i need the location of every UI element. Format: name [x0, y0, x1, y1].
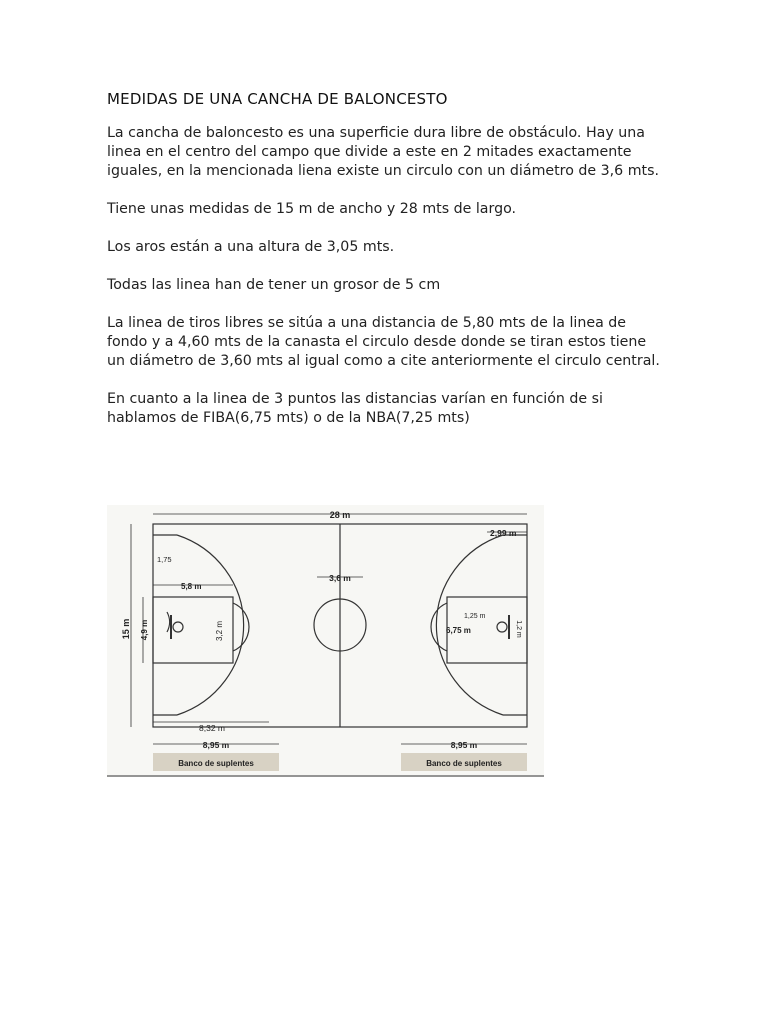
rim-offset-label: 1,25 m — [464, 613, 486, 620]
right-free-throw-arc — [431, 603, 447, 651]
document-title: MEDIDAS DE UNA CANCHA DE BALONCESTO — [107, 90, 448, 108]
court-diagram-svg — [107, 505, 544, 777]
paragraph-free-throw: La linea de tiros libres se sitúa a una distancia de 5,80 mts de la linea de fondo y a 4,60 mts de la canasta el circulo desde donde se tiran estos tiene un diámetro de 3,60 mts al igual como a cite anteriormente el circulo central. — [107, 315, 660, 369]
center-circle-label: 3,6 m — [329, 573, 351, 583]
rim-width-label: 1,2 m — [515, 620, 522, 638]
paragraph-intro: La cancha de baloncesto es una superficie dura libre de obstáculo. Hay una linea en el centro del campo que divide a este en 2 mitades exactamente iguales, en la mencionada liena existe un circulo con un diámetro de 3,6 mts. — [107, 125, 659, 179]
left-restricted-area — [167, 612, 170, 632]
ft-circle-label: 3,2 m — [215, 620, 224, 642]
paragraph-hoop-height: Los aros están a una altura de 3,05 mts. — [107, 239, 395, 255]
right-three-point-arc — [436, 535, 503, 715]
corner-three-label: 2,99 m — [490, 528, 517, 538]
paragraph-three-point: En cuanto a la linea de 3 puntos las distancias varían en función de si hablamos de FIBA(6,75 mts) o de la NBA(7,25 mts) — [107, 391, 604, 426]
right-rim — [497, 622, 507, 632]
court-diagram — [107, 505, 544, 777]
left-three-point-arc — [177, 535, 244, 715]
left-rim — [173, 622, 183, 632]
free-throw-label: 5,8 m — [181, 582, 202, 591]
three-point-radius-label: 6,75 m — [446, 626, 471, 635]
three-point-extent-label: 8,32 m — [199, 723, 225, 733]
bench-right-dimension-label: 8,95 m — [450, 740, 478, 750]
bench-left-dimension-label: 8,95 m — [202, 740, 230, 750]
length-label: 28 m — [329, 510, 351, 520]
paragraph-dimensions: Tiene unas medidas de 15 m de ancho y 28 mts de largo. — [107, 201, 517, 217]
lane-width-label: 4,9 m — [140, 619, 149, 641]
baseline-offset-label: 1,75 — [157, 555, 172, 564]
bench-right-label: Banco de suplentes — [426, 759, 502, 768]
width-label: 15 m — [121, 618, 131, 640]
bench-left-label: Banco de suplentes — [178, 759, 254, 768]
left-free-throw-arc — [233, 603, 249, 651]
paragraph-line-thickness: Todas las linea han de tener un grosor de 5 cm — [107, 277, 441, 293]
